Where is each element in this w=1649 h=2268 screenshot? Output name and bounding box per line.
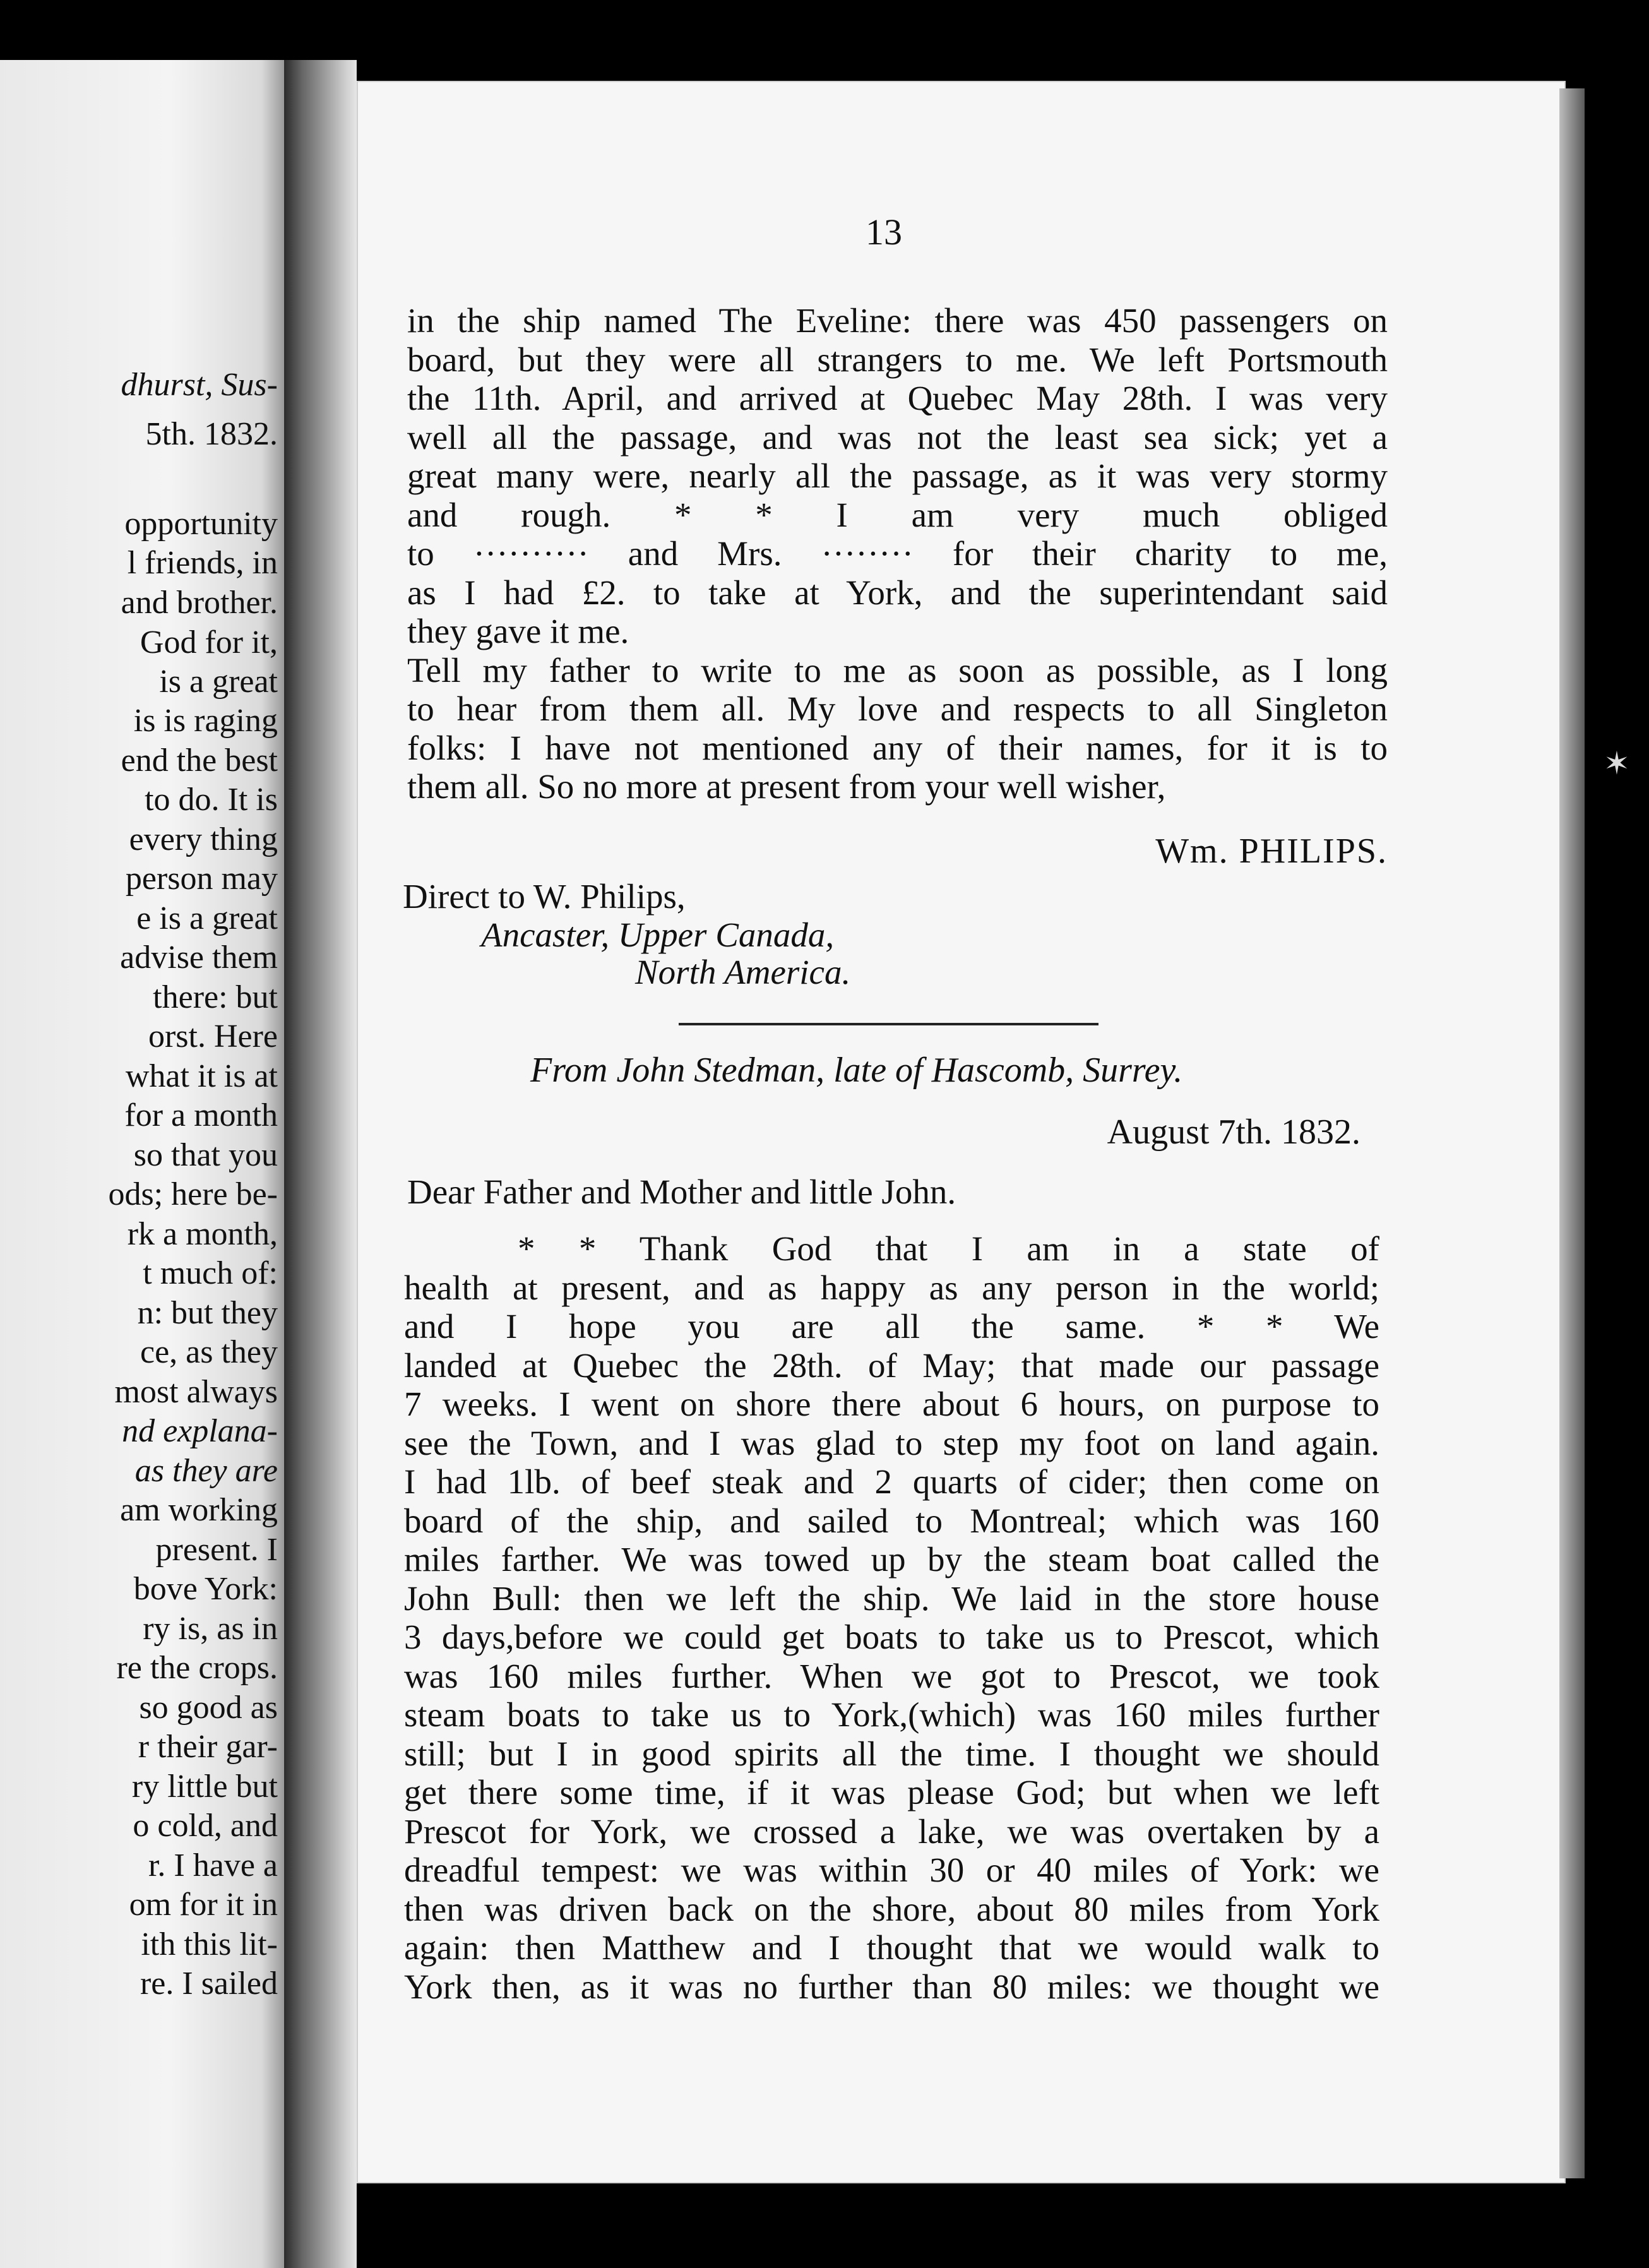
facing-page-line: orst. Here bbox=[148, 1018, 278, 1054]
letter-two-line: * * Thank God that I am in a state of bbox=[518, 1229, 1379, 1268]
facing-page-line: nd explana- bbox=[122, 1413, 278, 1449]
facing-page-line: am working bbox=[120, 1492, 278, 1528]
facing-page-line: ith this lit- bbox=[141, 1926, 278, 1962]
letter-one-line: them all. So no more at present from your well wisher, bbox=[407, 767, 1166, 806]
facing-page-line: t much of: bbox=[143, 1255, 278, 1291]
facing-page-line: r. I have a bbox=[148, 1847, 278, 1883]
facing-page-line: person may bbox=[125, 861, 278, 897]
letter-two-line: I had 1lb. of beef steak and 2 quarts of cider; then come on bbox=[404, 1462, 1379, 1501]
letter-two-line: miles farther. We was towed up by the steam boat called the bbox=[404, 1540, 1379, 1579]
letter-two-line: 3 days,before we could get boats to take us to Prescot, which bbox=[404, 1618, 1379, 1656]
letter-one-line: Tell my father to write to me as soon as possible, as I long bbox=[407, 651, 1388, 689]
facing-page-line: om for it in bbox=[129, 1887, 278, 1923]
letter-one-line: great many were, nearly all the passage, as it was very stormy bbox=[407, 457, 1388, 495]
facing-page-line: there: but bbox=[153, 979, 278, 1015]
letter-two-line: landed at Quebec the 28th. of May; that made our passage bbox=[404, 1346, 1379, 1385]
facing-page-line: and brother. bbox=[121, 585, 278, 621]
letter-two-line: John Bull: then we left the ship. We laid in the store house bbox=[404, 1579, 1379, 1618]
facing-page-line: for a month bbox=[124, 1097, 278, 1133]
facing-page-line: ry is, as in bbox=[143, 1611, 278, 1647]
facing-page-line: advise them bbox=[120, 940, 278, 976]
paper-speck: ✶ bbox=[1604, 746, 1630, 781]
page-edge-shadow bbox=[1559, 88, 1585, 2178]
facing-page-line: most always bbox=[114, 1374, 278, 1410]
facing-page-line: e is a great bbox=[136, 900, 278, 936]
facing-page-line: rk a month, bbox=[127, 1216, 278, 1252]
letter-one-line: the 11th. April, and arrived at Quebec May 28th. I was very bbox=[407, 379, 1388, 417]
letter-one-line: to ·········· and Mrs. ········ for their charity to me, bbox=[407, 534, 1388, 573]
facing-page-line: r their gar- bbox=[138, 1729, 278, 1765]
facing-page-line: 5th. 1832. bbox=[145, 416, 278, 452]
facing-page-line: is is raging bbox=[133, 703, 278, 739]
letter-one-line: and rough. * * I am very much obliged bbox=[407, 496, 1388, 534]
facing-page-line: is a great bbox=[159, 664, 278, 700]
letter-two-line: health at present, and as happy as any person in the world; bbox=[404, 1268, 1379, 1307]
letter-two-line: then was driven back on the shore, about 80 miles from York bbox=[404, 1890, 1379, 1928]
letter-two-line: 7 weeks. I went on shore there about 6 hours, on purpose to bbox=[404, 1385, 1379, 1423]
letter-one-line: well all the passage, and was not the least sea sick; yet a bbox=[407, 418, 1388, 457]
facing-page-line: ry little but bbox=[131, 1769, 278, 1805]
facing-page-line: God for it, bbox=[140, 624, 278, 660]
facing-page-line: n: but they bbox=[137, 1295, 278, 1331]
letter-one-line: to hear from them all. My love and respects to all Singleton bbox=[407, 689, 1388, 728]
facing-page-line: as they are bbox=[134, 1453, 278, 1489]
letter-one-signature: Wm. PHILIPS. bbox=[1155, 832, 1388, 871]
letter-one-address-line1: Ancaster, Upper Canada, bbox=[481, 916, 835, 954]
letter-two-line: again: then Matthew and I thought that we would walk to bbox=[404, 1928, 1379, 1967]
letter-one-line: folks: I have not mentioned any of their names, for it is to bbox=[407, 729, 1388, 767]
facing-page-line: re. I sailed bbox=[140, 1966, 278, 2002]
letter-two-line: York then, as it was no further than 80 miles: we thought we bbox=[404, 1967, 1379, 2006]
facing-page-line: to do. It is bbox=[145, 782, 278, 818]
facing-page-line: opportunity bbox=[124, 506, 278, 542]
letter-two-line: and I hope you are all the same. * * We bbox=[404, 1307, 1379, 1346]
letter-two-line: steam boats to take us to York,(which) was 160 miles further bbox=[404, 1695, 1379, 1734]
letter-one-direct-to: Direct to W. Philips, bbox=[403, 877, 686, 916]
letter-two-salutation: Dear Father and Mother and little John. bbox=[407, 1173, 956, 1211]
letter-two-date: August 7th. 1832. bbox=[1107, 1113, 1360, 1152]
letter-two-line: was 160 miles further. When we got to Prescot, we took bbox=[404, 1657, 1379, 1695]
facing-page-line: bove York: bbox=[133, 1571, 278, 1607]
section-divider-rule bbox=[679, 1023, 1098, 1025]
facing-page-line: so good as bbox=[139, 1690, 278, 1726]
letter-one-line: as I had £2. to take at York, and the superintendant said bbox=[407, 573, 1388, 612]
letter-two-heading: From John Stedman, late of Hascomb, Surrey. bbox=[530, 1051, 1183, 1090]
facing-page-line: so that you bbox=[133, 1137, 278, 1173]
letter-one-line: board, but they were all strangers to me. We left Portsmouth bbox=[407, 340, 1388, 379]
letter-two-line: still; but I in good spirits all the time. I thought we should bbox=[404, 1734, 1379, 1773]
facing-page-left bbox=[0, 60, 284, 2268]
letter-two-line: board of the ship, and sailed to Montreal; which was 160 bbox=[404, 1501, 1379, 1540]
facing-page-line: l friends, in bbox=[127, 545, 278, 581]
letter-one-line: they gave it me. bbox=[407, 612, 629, 650]
letter-one-address-line2: North America. bbox=[635, 953, 851, 991]
facing-page-line: dhurst, Sus- bbox=[121, 367, 278, 403]
facing-page-line: ce, as they bbox=[140, 1334, 278, 1370]
letter-two-line: see the Town, and I was glad to step my foot on land again. bbox=[404, 1424, 1379, 1462]
facing-page-line: every thing bbox=[129, 821, 278, 857]
facing-page-line: ods; here be- bbox=[108, 1176, 278, 1212]
facing-page-line: present. I bbox=[155, 1532, 278, 1568]
letter-two-line: get there some time, if it was please God; but when we left bbox=[404, 1773, 1379, 1811]
letter-one-line: in the ship named The Eveline: there was 450 passengers on bbox=[407, 301, 1388, 340]
letter-two-line: dreadful tempest: we was within 30 or 40 miles of York: we bbox=[404, 1851, 1379, 1889]
facing-page-line: end the best bbox=[121, 743, 278, 779]
facing-page-line: re the crops. bbox=[116, 1650, 278, 1686]
letter-two-line: Prescot for York, we crossed a lake, we was overtaken by a bbox=[404, 1812, 1379, 1851]
page-number: 13 bbox=[866, 212, 902, 253]
book-gutter bbox=[284, 60, 357, 2268]
facing-page-line: o cold, and bbox=[133, 1808, 278, 1844]
facing-page-line: what it is at bbox=[125, 1058, 278, 1094]
